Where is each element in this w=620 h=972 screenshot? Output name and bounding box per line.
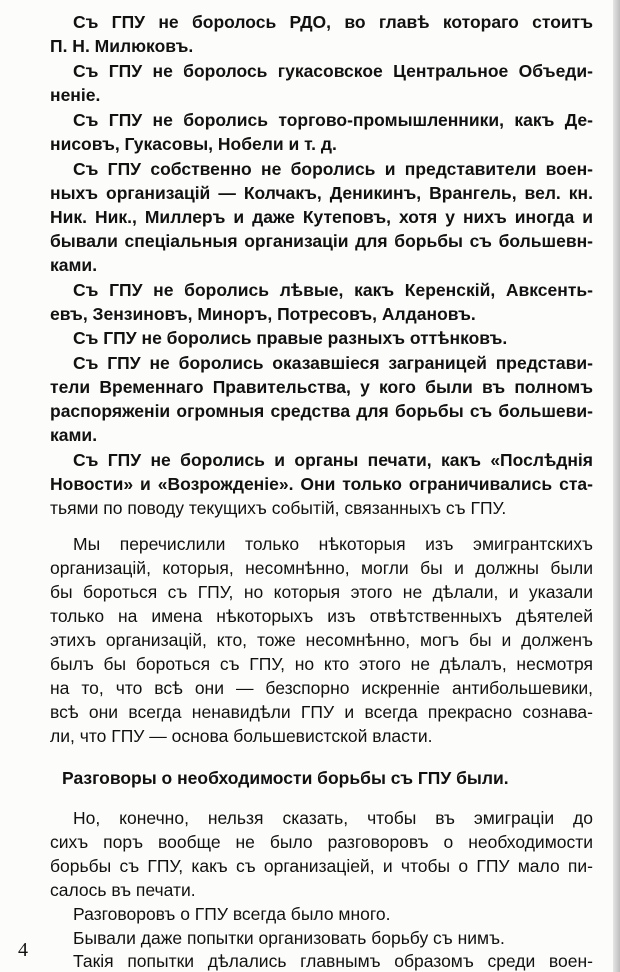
text-line: тьями по поводу текущихъ событій, связанныхъ съ ГПУ. bbox=[50, 498, 507, 518]
text-line: бы бороться съ ГПУ, но которыя этого не дѣлали, и указали bbox=[50, 582, 593, 602]
text-line: Новости» и «Возрожденіе». Они только ограничивались ста- bbox=[50, 474, 593, 494]
text-line: тели Временнаго Правительства, у кого были въ полномъ bbox=[50, 377, 593, 397]
page-edge-shadow bbox=[613, 0, 620, 972]
text-line: Съ ГПУ собственно не боролись и представители воен- bbox=[73, 159, 593, 179]
text-line: Съ ГПУ не боролись лѣвые, какъ Керенскій, Авксенть- bbox=[73, 280, 593, 300]
text-line: П. Н. Милюковъ. bbox=[50, 36, 194, 56]
text-line: Но, конечно, нельзя сказать, чтобы въ эмиграціи до bbox=[73, 808, 593, 828]
text-line: распоряженіи огромныя средства для борьбы съ большеви- bbox=[50, 401, 593, 421]
text-line: этихъ организацій, кто, тоже несомнѣнно, могъ бы и долженъ bbox=[50, 630, 593, 650]
text-line: на то, что всѣ они — безспорно искренніе антибольшевики, bbox=[50, 678, 593, 698]
text-line: ныхъ организацій — Колчакъ, Деникинъ, Врангель, вел. кн. bbox=[50, 183, 593, 203]
page-number: 4 bbox=[18, 939, 28, 961]
text-line: Съ ГПУ не боролись торгово-промышленники, какъ Де- bbox=[73, 110, 593, 130]
text-line: ками. bbox=[50, 425, 98, 445]
text-line: ками. bbox=[50, 255, 98, 275]
text-line: Разговоровъ о ГПУ всегда было много. bbox=[73, 904, 391, 924]
text-line: организацій, которыя, несомнѣнно, могли бы и должны были bbox=[50, 558, 593, 578]
text-line: Съ ГПУ не боролись и органы печати, какъ «Послѣднія bbox=[73, 450, 593, 470]
text-line: былъ бы бороться съ ГПУ, но кто этого не дѣлалъ, несмотря bbox=[50, 654, 593, 674]
text-line: салось въ печати. bbox=[50, 880, 196, 900]
text-line-mixed bbox=[50, 476, 593, 494]
text-line: Съ ГПУ не боролось гукасовское Центральное Объеди- bbox=[73, 61, 593, 81]
text-line: евъ, Зензиновъ, Миноръ, Потресовъ, Алдановъ. bbox=[50, 304, 476, 324]
text-line: Бывали даже попытки организовать борьбу съ нимъ. bbox=[73, 928, 505, 948]
text-line: только на имена нѣкоторыхъ изъ отвѣтственныхъ дѣятелей bbox=[50, 606, 593, 626]
section-heading: Разговоры о необходимости борьбы съ ГПУ были. bbox=[62, 768, 509, 788]
text-line: Съ ГПУ не боролись правые разныхъ оттѣнковъ. bbox=[73, 328, 508, 348]
text-line: Съ ГПУ не боролось РДО, во главѣ котораго стоитъ bbox=[73, 12, 593, 32]
text-line: борьбы съ ГПУ, какъ съ организаціей, и чтобы о ГПУ мало пи- bbox=[50, 856, 593, 876]
text-line: неніе. bbox=[50, 85, 101, 105]
text-line: Такія попытки дѣлались главнымъ образомъ среди воен- bbox=[73, 951, 593, 971]
text-line: Ник. Ник., Миллеръ и даже Кутеповъ, хотя у нихъ иногда и bbox=[50, 207, 593, 227]
text-line: всѣ они всегда ненавидѣли ГПУ и всегда прекрасно сознава- bbox=[50, 702, 593, 722]
text-line: сихъ поръ вообще не было разговоровъ о необходимости bbox=[50, 832, 593, 852]
text-line: Мы перечислили только нѣкоторыя изъ эмигрантскихъ bbox=[73, 534, 593, 554]
text-line: ли, что ГПУ — основа большевистской власти. bbox=[50, 726, 433, 746]
text-line: Съ ГПУ не боролись оказавшіеся заграницей представи- bbox=[73, 353, 593, 373]
text-line: бывали спеціальныя организаціи для борьбы съ большевн- bbox=[50, 231, 593, 251]
text-line: нисовъ, Гукасовы, Нобели и т. д. bbox=[50, 134, 337, 154]
